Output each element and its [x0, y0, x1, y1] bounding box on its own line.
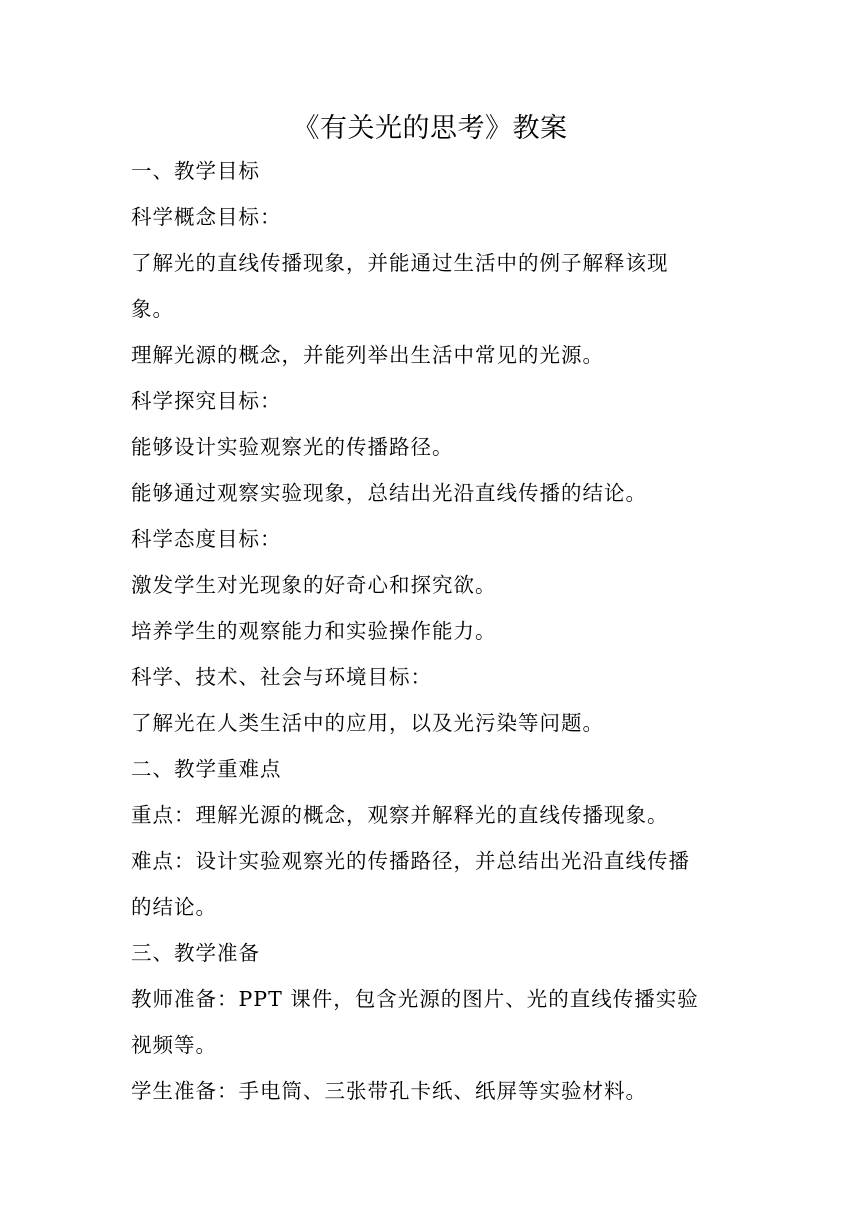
paragraph-line: 了解光在人类生活中的应用，以及光污染等问题。 [131, 711, 604, 735]
document-body [131, 148, 736, 1114]
paragraph-line: 激发学生对光现象的好奇心和探究欲。 [131, 573, 497, 597]
paragraph-line: 重点：理解光源的概念，观察并解释光的直线传播现象。 [131, 803, 669, 827]
subheading-stse-goals: 科学、技术、社会与环境目标： [131, 665, 432, 689]
section-heading-objectives: 一、教学目标 [131, 159, 260, 183]
section-heading-key-points: 二、教学重难点 [131, 757, 282, 781]
document-title: 《有关光的思考》教案 [292, 113, 568, 144]
paragraph-line: 理解光源的概念，并能列举出生活中常见的光源。 [131, 343, 604, 367]
subheading-concept-goals: 科学概念目标： [131, 205, 282, 229]
paragraph-line: 培养学生的观察能力和实验操作能力。 [131, 619, 497, 643]
paragraph-line: 视频等。 [131, 1033, 217, 1057]
paragraph-line: 教师准备：PPT 课件，包含光源的图片、光的直线传播实验 [131, 987, 699, 1011]
paragraph-line: 象。 [131, 297, 174, 321]
paragraph-line: 了解光的直线传播现象，并能通过生活中的例子解释该现 [131, 251, 669, 275]
paragraph-line: 的结论。 [131, 895, 217, 919]
subheading-inquiry-goals: 科学探究目标： [131, 389, 282, 413]
subheading-attitude-goals: 科学态度目标： [131, 527, 282, 551]
paragraph-line: 学生准备：手电筒、三张带孔卡纸、纸屏等实验材料。 [131, 1079, 647, 1103]
paragraph-line: 难点：设计实验观察光的传播路径，并总结出光沿直线传播 [131, 849, 690, 873]
paragraph-line: 能够设计实验观察光的传播路径。 [131, 435, 454, 459]
section-heading-preparation: 三、教学准备 [131, 941, 260, 965]
paragraph-line: 能够通过观察实验现象，总结出光沿直线传播的结论。 [131, 481, 647, 505]
